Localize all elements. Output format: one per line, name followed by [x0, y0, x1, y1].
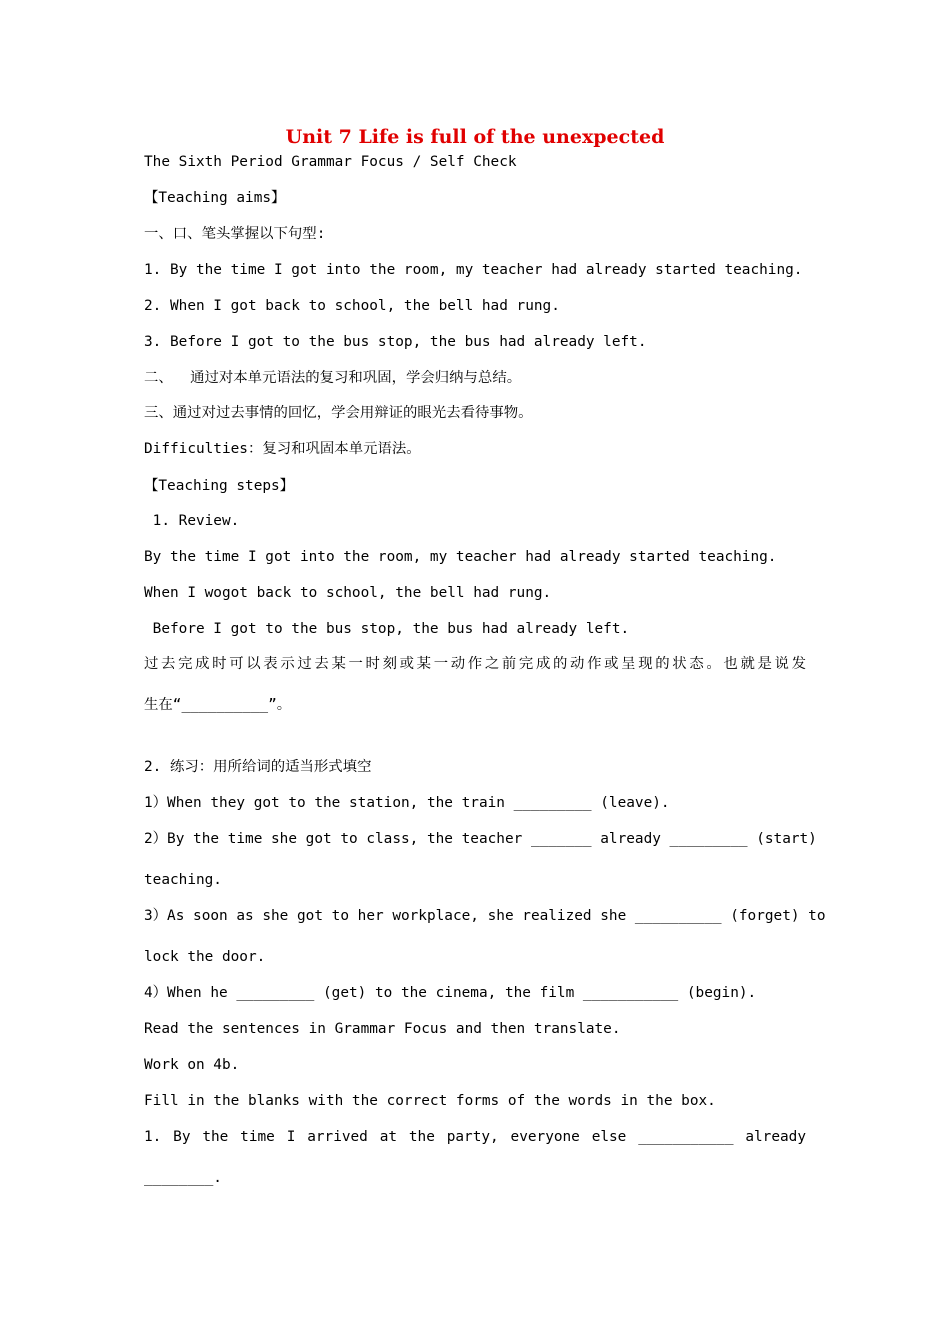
- aim-item: 二、 通过对本单元语法的复习和巩固，学会归纳与总结。: [144, 370, 522, 386]
- aim-sentence: 1. By the time I got into the room, my teacher had already started teaching.: [144, 262, 803, 278]
- task-line: Work on 4b.: [144, 1057, 240, 1073]
- practice-question-cont: teaching.: [144, 872, 222, 888]
- review-sentence: When I wogot back to school, the bell had rung.: [144, 585, 552, 601]
- task-line: Read the sentences in Grammar Focus and then translate.: [144, 1021, 621, 1037]
- practice-question: 2）By the time she got to class, the teacher _______ already _________ (start): [144, 831, 817, 847]
- grammar-note: 过去完成时可以表示过去某一时刻或某一动作之前完成的动作或呈现的状态。也就是说发: [144, 656, 806, 672]
- review-label: 1. Review.: [144, 513, 240, 529]
- aim-sentence: 2. When I got back to school, the bell had rung.: [144, 298, 560, 314]
- aim-item: 三、通过对过去事情的回忆，学会用辩证的眼光去看待事物。: [144, 405, 533, 421]
- aim-item: 一、口、笔头掌握以下句型:: [144, 226, 326, 242]
- teaching-aims-heading: 【Teaching aims】: [144, 190, 286, 206]
- exercise-question-cont: ________.: [144, 1170, 222, 1186]
- grammar-note-blank: 生在“__________”。: [144, 697, 292, 713]
- task-line: Fill in the blanks with the correct forms of the words in the box.: [144, 1093, 716, 1109]
- practice-heading: 2. 练习：用所给词的适当形式填空: [144, 759, 372, 775]
- practice-question: 1）When they got to the station, the train _________ (leave).: [144, 795, 670, 811]
- practice-question-cont: lock the door.: [144, 949, 266, 965]
- document-title: Unit 7 Life is full of the unexpected: [285, 126, 665, 148]
- lesson-subtitle: The Sixth Period Grammar Focus / Self Check: [144, 154, 517, 170]
- aim-sentence: 3. Before I got to the bus stop, the bus had already left.: [144, 334, 647, 350]
- teaching-steps-heading: 【Teaching steps】: [144, 478, 295, 494]
- review-sentence: Before I got to the bus stop, the bus had already left.: [144, 621, 630, 637]
- practice-question: 4）When he _________ (get) to the cinema, the film ___________ (begin).: [144, 985, 757, 1001]
- practice-question: 3）As soon as she got to her workplace, she realized she __________ (forget) to: [144, 908, 826, 924]
- exercise-question: 1. By the time I arrived at the party, everyone else ___________ already: [144, 1129, 806, 1145]
- review-sentence: By the time I got into the room, my teacher had already started teaching.: [144, 549, 777, 565]
- difficulties-line: Difficulties：复习和巩固本单元语法。: [144, 441, 421, 457]
